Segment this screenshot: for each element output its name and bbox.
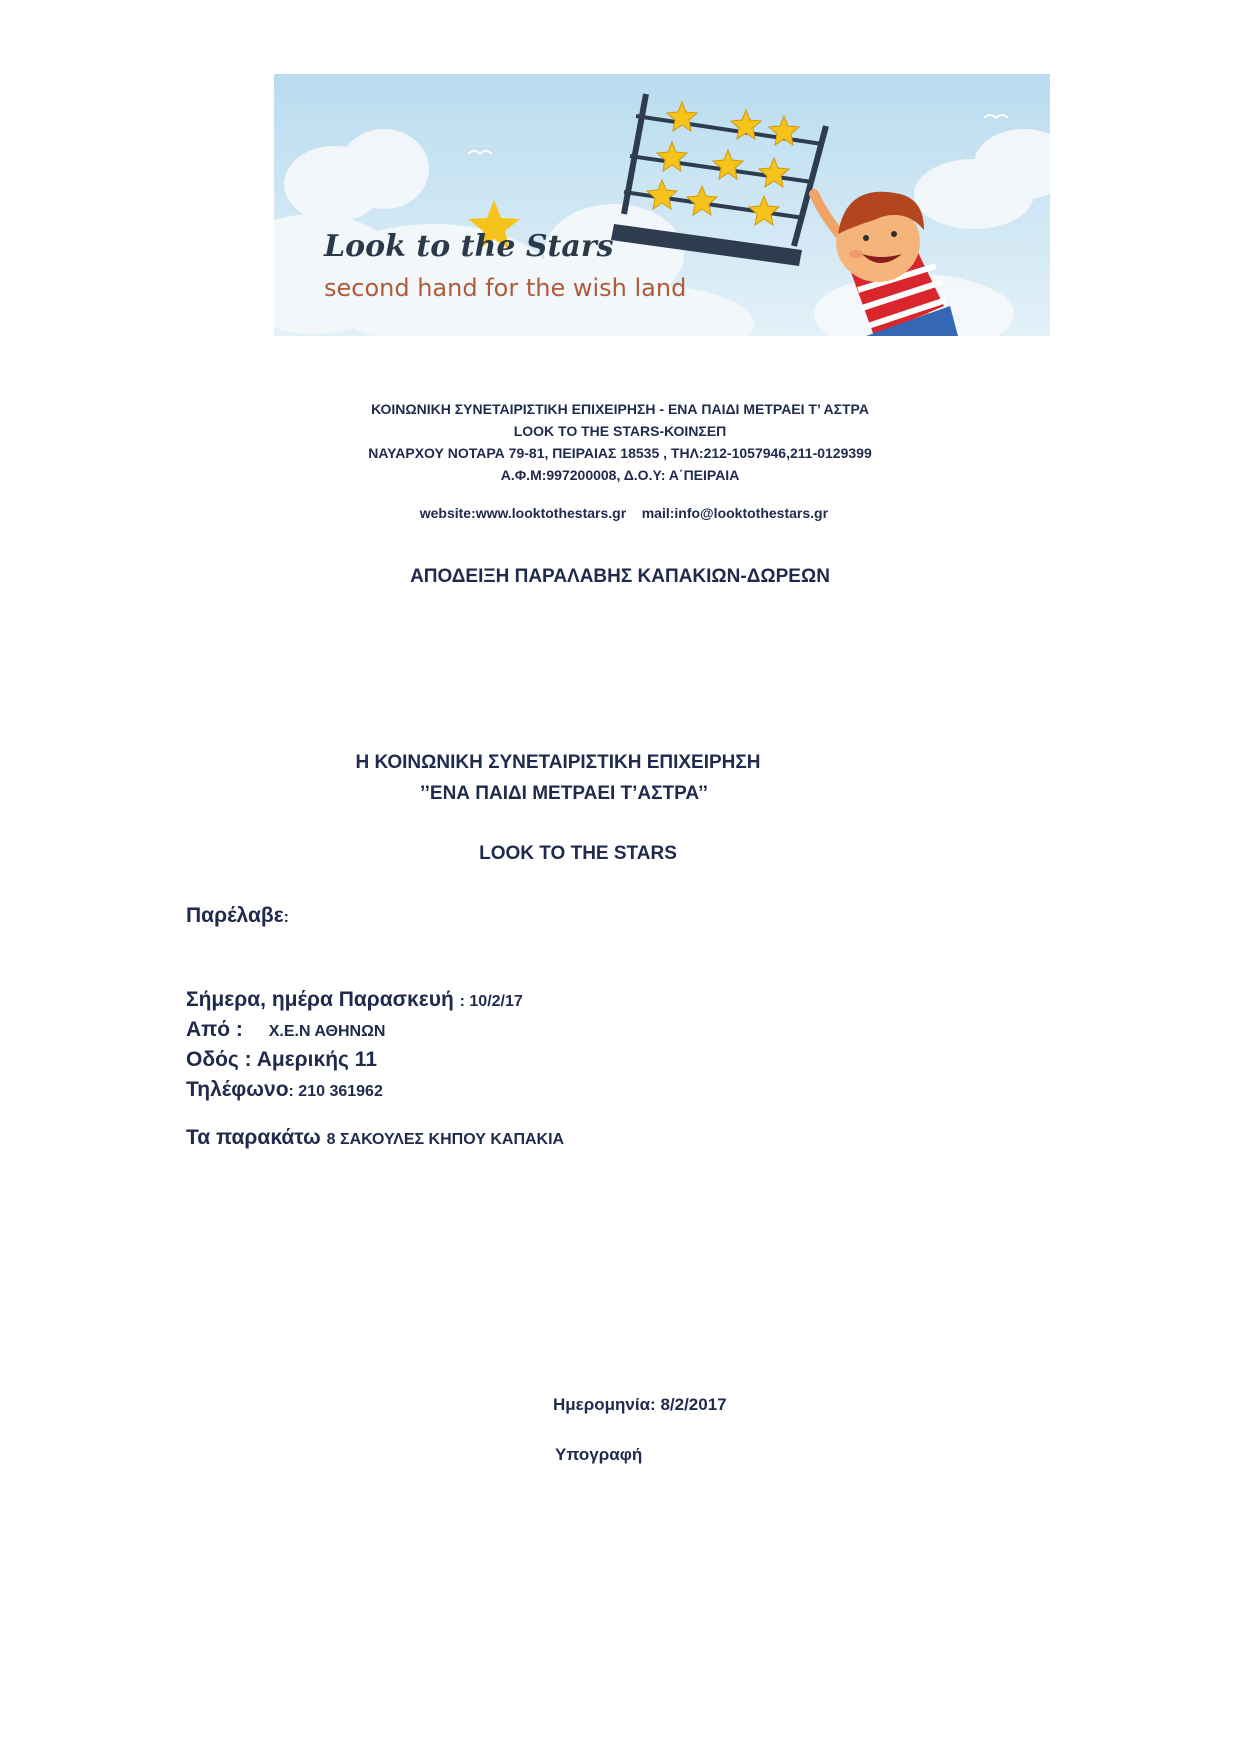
phone-label: Τηλέφωνο bbox=[186, 1078, 289, 1101]
company-brand-line: LOOK TO THE STARS-ΚΟΙΝΣΕΠ bbox=[513, 423, 727, 439]
items-value: 8 ΣΑΚΟΥΛΕΣ ΚΗΠΟΥ ΚΑΠΑΚΙΑ bbox=[326, 1131, 565, 1148]
items-field bbox=[186, 1126, 564, 1150]
from-label: Από : bbox=[186, 1018, 243, 1041]
email-link[interactable]: mail:info@looktothestars.gr bbox=[641, 505, 829, 521]
company-tax-line: Α.Φ.Μ:997200008, Δ.Ο.Υ: Α΄ΠΕΙΡΑΙΑ bbox=[500, 467, 740, 483]
date-field bbox=[186, 988, 523, 1012]
website-link[interactable]: website:www.looktothestars.gr bbox=[419, 505, 627, 521]
company-address-line: ΝΑΥΑΡΧΟΥ ΝΟΤΑΡΑ 79-81, ΠΕΙΡΑΙΑΣ 18535 , ΤΗΛ:212-1057946,211-0129399 bbox=[368, 445, 872, 461]
issue-date: Ημερομηνία: 8/2/2017 bbox=[553, 1395, 727, 1414]
from-value: Χ.Ε.Ν ΑΘΗΝΩΝ bbox=[268, 1023, 386, 1040]
org-quote-line: ’’ΕΝΑ ΠΑΙΔΙ ΜΕΤΡΑΕΙ Τ’ΑΣΤΡΑ’’ bbox=[420, 783, 708, 804]
org-name-line: Η ΚΟΙΝΩΝΙΚΗ ΣΥΝΕΤΑΙΡΙΣΤΙΚΗ ΕΠΙΧΕΙΡΗΣΗ bbox=[355, 752, 761, 773]
phone-value: : 210 361962 bbox=[288, 1083, 383, 1100]
date-label: Σήμερα, ημέρα Παρασκευή bbox=[186, 988, 454, 1011]
items-label: Τα παρακάτω bbox=[186, 1126, 321, 1149]
phone-field bbox=[186, 1078, 383, 1102]
street-field: Οδός : Αμερικής 11 bbox=[186, 1048, 377, 1071]
document-title: ΑΠΟΔΕΙΞΗ ΠΑΡΑΛΑΒΗΣ ΚΑΠΑΚΙΩΝ-ΔΩΡΕΩΝ bbox=[410, 566, 830, 587]
received-label: Παρέλαβε: bbox=[186, 904, 289, 927]
date-value: : 10/2/17 bbox=[459, 993, 523, 1010]
company-contact-line bbox=[0, 489, 1240, 521]
signature-label: Υπογραφή bbox=[555, 1445, 643, 1464]
header-banner bbox=[274, 74, 1050, 336]
svg-text:Look to the Stars: Look to the Stars bbox=[324, 229, 614, 264]
from-field bbox=[186, 1018, 385, 1042]
company-name-line: ΚΟΙΝΩΝΙΚΗ ΣΥΝΕΤΑΙΡΙΣΤΙΚΗ ΕΠΙΧΕΙΡΗΣΗ - ΕΝΑ ΠΑΙΔΙ ΜΕΤΡΑΕΙ Τ’ ΑΣΤΡΑ bbox=[371, 401, 869, 417]
svg-text:second hand for the wish land: second hand for the wish land bbox=[324, 274, 687, 302]
org-brand-line: LOOK TO THE STARS bbox=[479, 843, 677, 864]
